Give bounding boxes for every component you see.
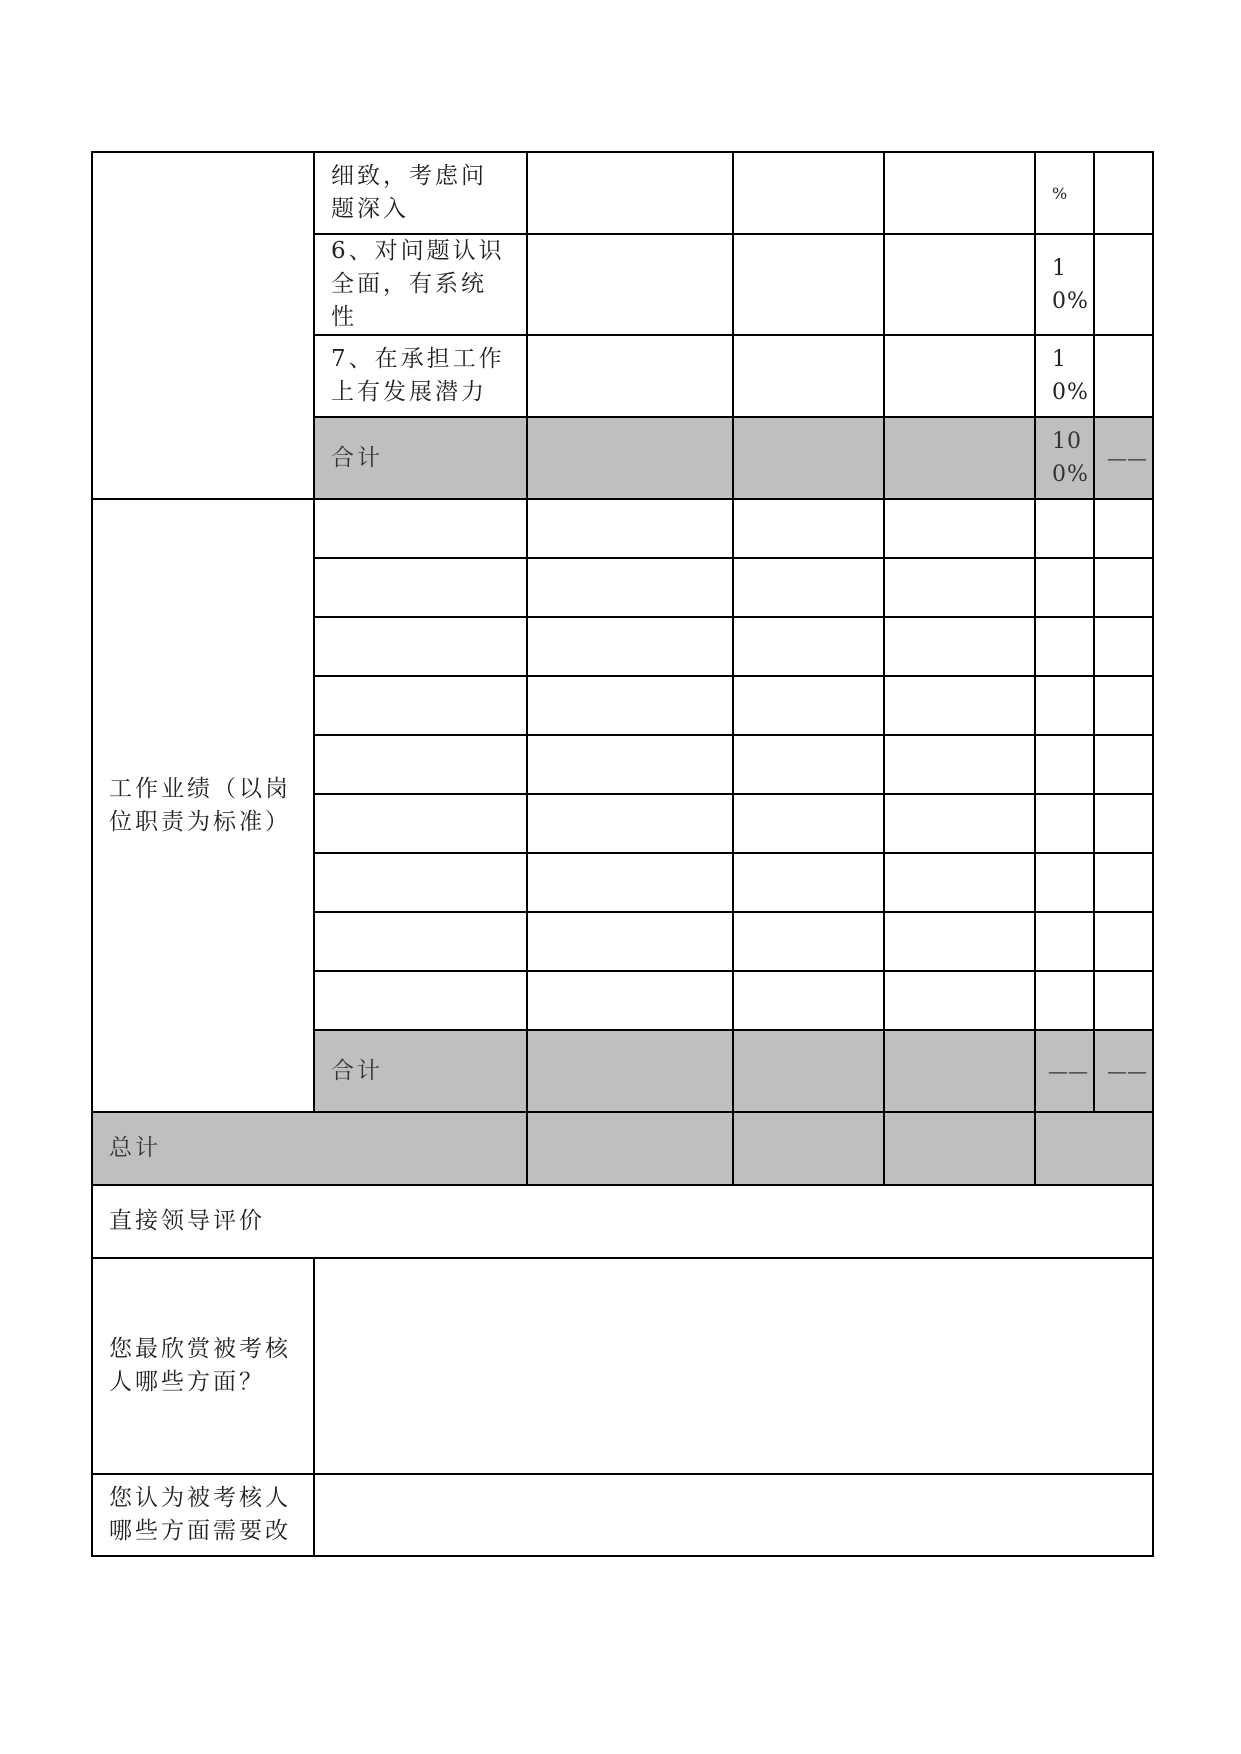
score-cell xyxy=(527,499,733,558)
score-cell xyxy=(527,794,733,853)
grand-total-value xyxy=(1035,1112,1153,1185)
result-cell xyxy=(1094,853,1153,912)
result-cell xyxy=(1094,335,1153,417)
score-cell xyxy=(733,417,884,499)
result-cell xyxy=(1094,912,1153,971)
score-cell xyxy=(527,735,733,794)
performance-category-label: 工作业绩（以岗位职责为标准） xyxy=(92,499,314,1112)
score-cell xyxy=(733,152,884,234)
score-cell xyxy=(733,735,884,794)
grand-total-row xyxy=(92,1112,1153,1185)
weight-cell xyxy=(1035,971,1094,1030)
subtotal-score: —— xyxy=(1094,1030,1153,1112)
score-cell xyxy=(884,617,1035,676)
result-cell xyxy=(1094,558,1153,617)
score-cell xyxy=(884,971,1035,1030)
evaluation-table xyxy=(91,151,1154,1557)
score-cell xyxy=(527,912,733,971)
score-cell xyxy=(733,1030,884,1112)
criterion-cell: 细致，考虑问题深入 xyxy=(314,152,527,234)
score-cell xyxy=(884,417,1035,499)
result-cell xyxy=(1094,617,1153,676)
result-cell xyxy=(1094,152,1153,234)
score-cell xyxy=(884,1112,1035,1185)
subtotal-weight: —— xyxy=(1035,1030,1094,1112)
score-cell xyxy=(527,558,733,617)
score-cell xyxy=(884,912,1035,971)
score-cell xyxy=(733,335,884,417)
criterion-cell xyxy=(314,499,527,558)
weight-cell xyxy=(1035,499,1094,558)
score-cell xyxy=(527,1112,733,1185)
criterion-cell xyxy=(314,617,527,676)
score-cell xyxy=(733,499,884,558)
question-row xyxy=(92,1258,1153,1474)
result-cell xyxy=(1094,676,1153,735)
leader-eval-heading: 直接领导评价 xyxy=(92,1185,1153,1258)
score-cell xyxy=(733,676,884,735)
subtotal-label: 合计 xyxy=(314,1030,527,1112)
weight-cell xyxy=(1035,912,1094,971)
result-cell xyxy=(1094,499,1153,558)
criterion-cell xyxy=(314,676,527,735)
score-cell xyxy=(884,853,1035,912)
result-cell xyxy=(1094,971,1153,1030)
weight-cell xyxy=(1035,617,1094,676)
question-improve-label: 您认为被考核人哪些方面需要改 xyxy=(92,1474,314,1556)
subtotal-score: —— xyxy=(1094,417,1153,499)
criterion-cell: 7、在承担工作上有发展潜力 xyxy=(314,335,527,417)
leader-eval-row xyxy=(92,1185,1153,1258)
subtotal-label: 合计 xyxy=(314,417,527,499)
score-cell xyxy=(527,617,733,676)
score-cell xyxy=(527,335,733,417)
score-cell xyxy=(733,1112,884,1185)
score-cell xyxy=(733,794,884,853)
score-cell xyxy=(733,558,884,617)
result-cell xyxy=(1094,735,1153,794)
criterion-cell xyxy=(314,912,527,971)
score-cell xyxy=(527,971,733,1030)
criterion-cell xyxy=(314,735,527,794)
weight-cell xyxy=(1035,735,1094,794)
score-cell xyxy=(884,735,1035,794)
score-cell xyxy=(884,676,1035,735)
score-cell xyxy=(733,853,884,912)
score-cell xyxy=(527,234,733,335)
score-cell xyxy=(884,1030,1035,1112)
score-cell xyxy=(527,676,733,735)
question-row xyxy=(92,1474,1153,1556)
weight-cell xyxy=(1035,853,1094,912)
question-appreciate-label: 您最欣赏被考核人哪些方面？ xyxy=(92,1258,314,1474)
score-cell xyxy=(527,417,733,499)
criterion-cell xyxy=(314,971,527,1030)
score-cell xyxy=(527,152,733,234)
weight-cell xyxy=(1035,676,1094,735)
grand-total-label: 总计 xyxy=(92,1112,527,1185)
score-cell xyxy=(884,234,1035,335)
weight-cell xyxy=(1035,794,1094,853)
subtotal-weight: 100% xyxy=(1035,417,1094,499)
weight-cell: 10% xyxy=(1035,335,1094,417)
result-cell xyxy=(1094,234,1153,335)
score-cell xyxy=(884,152,1035,234)
score-cell xyxy=(884,794,1035,853)
weight-cell: % xyxy=(1035,152,1094,234)
criterion-cell: 6、对问题认识全面，有系统性 xyxy=(314,234,527,335)
weight-cell: 10% xyxy=(1035,234,1094,335)
weight-cell xyxy=(1035,558,1094,617)
criterion-cell xyxy=(314,794,527,853)
score-cell xyxy=(733,912,884,971)
answer-appreciate-area xyxy=(314,1258,1153,1474)
criterion-cell xyxy=(314,853,527,912)
score-cell xyxy=(527,853,733,912)
score-cell xyxy=(884,499,1035,558)
score-cell xyxy=(733,617,884,676)
criterion-cell xyxy=(314,558,527,617)
score-cell xyxy=(733,971,884,1030)
score-cell xyxy=(884,335,1035,417)
ability-category-cell xyxy=(92,152,314,499)
result-cell xyxy=(1094,794,1153,853)
score-cell xyxy=(527,1030,733,1112)
table-row xyxy=(92,152,1153,234)
score-cell xyxy=(884,558,1035,617)
table-row xyxy=(92,499,1153,558)
answer-improve-area xyxy=(314,1474,1153,1556)
score-cell xyxy=(733,234,884,335)
